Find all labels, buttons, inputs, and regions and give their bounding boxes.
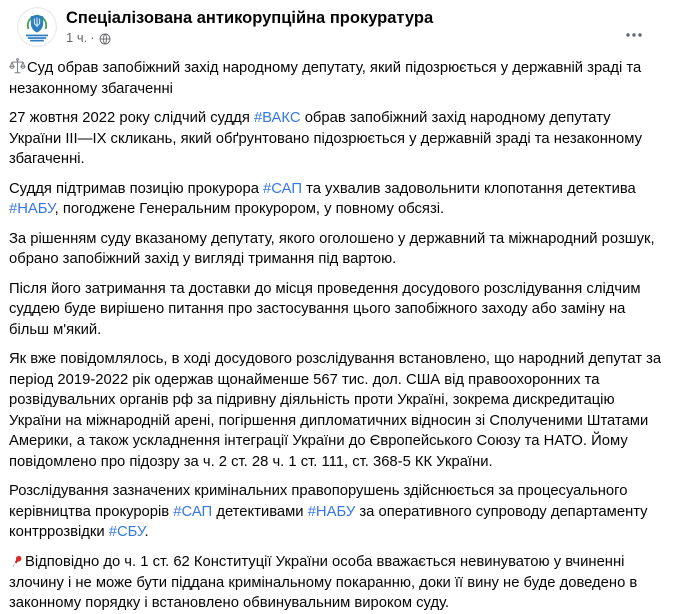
sap-emblem-logo xyxy=(17,7,57,47)
hashtag-link[interactable]: #НАБУ xyxy=(307,503,356,520)
post-paragraph: Розслідування зазначених кримінальних правопорушень здійснюється за процесуального керівництва прокурорів #САП детективами #НАБУ за оперативного супроводу департаменту контррозвідки #СБУ. xyxy=(9,483,652,541)
post-paragraph: Відповідно до ч. 1 ст. 62 Конституції України особа вважається невинуватою у вчиненні злочину і не може бути піддана кримінальному покаранню, доки її вину не буде доведено в законному порядку і встановлено обвинувальним вироком суду. xyxy=(9,553,642,612)
meta-separator: · xyxy=(90,30,95,45)
post-paragraph: Після його затримання та доставки до місця проведення досудового розслідування слідчим суддею буде вирішено питання про застосування цього запобіжного заходу або заміну на більш м'який. xyxy=(9,280,645,338)
post-paragraph: 27 жовтня 2022 року слідчий суддя #ВАКС обрав запобіжний захід народному депутату України ІІІ—ІХ скликань, який обґрунтовано підозрюється у державній зраді та незаконному збагаченні. xyxy=(9,110,647,168)
hashtag-link[interactable]: #СБУ xyxy=(108,524,145,541)
hashtag-link[interactable]: #САП xyxy=(173,503,213,520)
post-text xyxy=(0,55,680,614)
globe-icon xyxy=(99,33,111,45)
page-avatar[interactable] xyxy=(17,7,57,47)
post-paragraph: За рішенням суду вказаному депутату, якого оголошено у державний та міжнародний розшук, обрано запобіжний захід у вигляді тримання під вартою. xyxy=(9,230,659,268)
ellipsis-icon xyxy=(624,25,644,45)
scales-emoji xyxy=(9,58,26,79)
post-options-button[interactable] xyxy=(616,17,652,53)
post-meta xyxy=(66,30,616,46)
post-timestamp[interactable]: 1 ч. xyxy=(66,30,88,45)
post-header xyxy=(0,0,680,55)
hashtag-link[interactable]: #САП xyxy=(263,180,302,197)
pushpin-emoji xyxy=(9,554,24,573)
hashtag-link[interactable]: #НАБУ xyxy=(9,201,55,218)
post-paragraph: Як вже повідомлялось, в ході досудового розслідування встановлено, що народний депутат за період 2019-2022 рік одержав щонайменше 567 тис. дол. США від правоохоронних та розвідувальних органів рф за підривну діяльність проти Україні, зокрема дискредитацію України на міжнародній арені, погіршення дипломатичних відносин зі Сполученими Штатами Америки, а також ускладнення інтеграції України до Європейського Союзу та НАТО. Йому повідомлено про підозру за ч. 2 ст. 28 ч. 1 ст. 111, ст. 368-5 КК України. xyxy=(9,351,666,470)
hashtag-link[interactable]: #ВАКС xyxy=(253,110,301,127)
post-paragraph: Суддя підтримав позицію прокурора #САП та ухвалив задовольнити клопотання детектива #НАБУ, погоджене Генеральним прокурором, у повному обсязі. xyxy=(9,180,640,218)
page-name-link[interactable]: Спеціалізована антикорупційна прокуратура xyxy=(66,9,434,27)
post-paragraph: Суд обрав запобіжний захід народному депутату, який підозрюється у державній зраді та незаконному збагаченні xyxy=(9,60,646,97)
